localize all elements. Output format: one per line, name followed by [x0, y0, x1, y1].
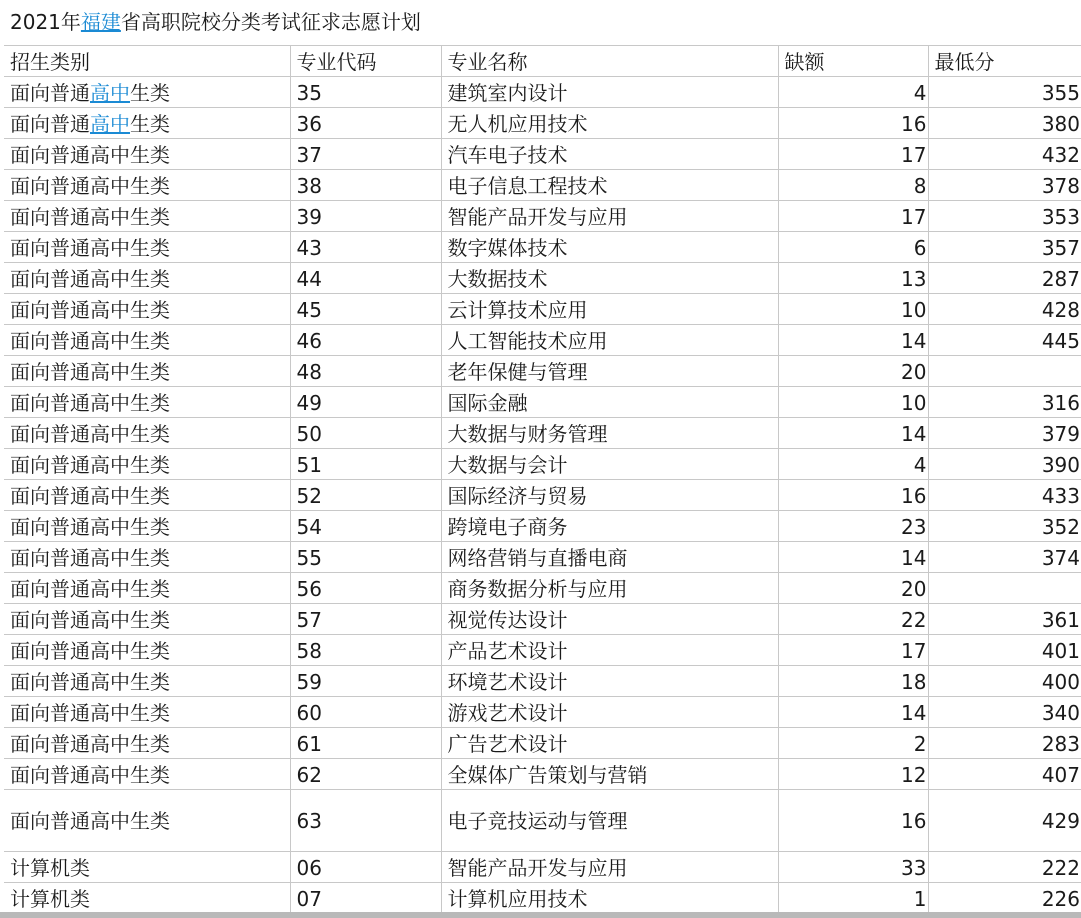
cell-vacancy[interactable]: 23	[778, 511, 928, 542]
cell-min-score[interactable]: 340	[928, 697, 1081, 728]
header-row	[4, 46, 1081, 77]
cell-code[interactable]: 44	[290, 263, 441, 294]
cell-category[interactable]: 面向普通高中生类	[4, 387, 290, 418]
cell-code[interactable]: 57	[290, 604, 441, 635]
header-min-score[interactable]: 最低分	[928, 46, 1081, 77]
cell-category[interactable]: 面向普通高中生类	[4, 201, 290, 232]
cell-category[interactable]: 面向普通高中生类	[4, 139, 290, 170]
cell-vacancy[interactable]: 18	[778, 666, 928, 697]
category-suffix: 生类	[130, 81, 170, 105]
table-row	[4, 728, 1081, 759]
table-row	[4, 511, 1081, 542]
gaozhong-link[interactable]: 高中	[90, 112, 130, 136]
cell-vacancy[interactable]: 10	[778, 294, 928, 325]
cell-vacancy[interactable]: 13	[778, 263, 928, 294]
cell-code[interactable]: 37	[290, 139, 441, 170]
table-row	[4, 542, 1081, 573]
cell-name[interactable]: 汽车电子技术	[441, 139, 778, 170]
cell-name[interactable]: 电子竞技运动与管理	[441, 790, 778, 852]
cell-code[interactable]: 61	[290, 728, 441, 759]
cell-name[interactable]: 人工智能技术应用	[441, 325, 778, 356]
cell-code[interactable]: 45	[290, 294, 441, 325]
cell-vacancy[interactable]: 10	[778, 387, 928, 418]
cell-category[interactable]: 面向普通高中生类	[4, 480, 290, 511]
cell-category[interactable]: 面向普通高中生类	[4, 294, 290, 325]
table-row	[4, 635, 1081, 666]
gaozhong-link[interactable]: 高中	[90, 81, 130, 105]
cell-vacancy[interactable]: 2	[778, 728, 928, 759]
cell-category[interactable]: 计算机类	[4, 852, 290, 883]
header-name[interactable]: 专业名称	[441, 46, 778, 77]
cell-name[interactable]: 大数据与会计	[441, 449, 778, 480]
cell-code[interactable]: 50	[290, 418, 441, 449]
cell-name[interactable]: 视觉传达设计	[441, 604, 778, 635]
cell-min-score[interactable]	[928, 356, 1081, 387]
cell-vacancy[interactable]: 17	[778, 635, 928, 666]
title-prefix: 2021年	[10, 10, 81, 34]
cell-min-score[interactable]: 433	[928, 480, 1081, 511]
cell-name[interactable]: 智能产品开发与应用	[441, 852, 778, 883]
category-suffix: 生类	[130, 112, 170, 136]
cell-code[interactable]: 43	[290, 232, 441, 263]
cell-code[interactable]: 38	[290, 170, 441, 201]
window-bottom-bar	[0, 912, 1081, 918]
cell-min-score[interactable]: 355	[928, 77, 1081, 108]
cell-code[interactable]: 56	[290, 573, 441, 604]
cell-category[interactable]: 面向普通高中生类	[4, 263, 290, 294]
cell-code[interactable]: 59	[290, 666, 441, 697]
cell-category[interactable]: 面向普通高中生类	[4, 635, 290, 666]
cell-min-score[interactable]: 353	[928, 201, 1081, 232]
table-row	[4, 201, 1081, 232]
table-row	[4, 852, 1081, 883]
cell-name[interactable]: 商务数据分析与应用	[441, 573, 778, 604]
sheet-title	[4, 0, 1081, 46]
cell-min-score[interactable]: 352	[928, 511, 1081, 542]
cell-min-score[interactable]: 226	[928, 883, 1081, 913]
cell-min-score[interactable]: 400	[928, 666, 1081, 697]
cell-vacancy[interactable]: 14	[778, 325, 928, 356]
cell-vacancy[interactable]: 6	[778, 232, 928, 263]
table-row	[4, 604, 1081, 635]
cell-category[interactable]: 面向普通高中生类	[4, 418, 290, 449]
table-row	[4, 108, 1081, 139]
cell-name[interactable]: 广告艺术设计	[441, 728, 778, 759]
table-row	[4, 263, 1081, 294]
cell-category[interactable]: 面向普通高中生类	[4, 356, 290, 387]
cell-name[interactable]: 云计算技术应用	[441, 294, 778, 325]
cell-name[interactable]: 智能产品开发与应用	[441, 201, 778, 232]
cell-category[interactable]: 面向普通高中生类	[4, 666, 290, 697]
cell-category[interactable]: 面向普通高中生类	[4, 325, 290, 356]
cell-category[interactable]: 面向普通高中生类	[4, 697, 290, 728]
table-row	[4, 77, 1081, 108]
cell-name[interactable]: 老年保健与管理	[441, 356, 778, 387]
cell-name[interactable]: 无人机应用技术	[441, 108, 778, 139]
cell-name[interactable]: 环境艺术设计	[441, 666, 778, 697]
cell-code[interactable]: 54	[290, 511, 441, 542]
cell-vacancy[interactable]: 1	[778, 883, 928, 913]
cell-min-score[interactable]: 357	[928, 232, 1081, 263]
cell-name[interactable]: 全媒体广告策划与营销	[441, 759, 778, 790]
cell-min-score[interactable]: 378	[928, 170, 1081, 201]
cell-min-score[interactable]: 432	[928, 139, 1081, 170]
table-row	[4, 666, 1081, 697]
cell-code[interactable]: 49	[290, 387, 441, 418]
cell-vacancy[interactable]: 4	[778, 77, 928, 108]
cell-vacancy[interactable]: 4	[778, 449, 928, 480]
cell-category[interactable]	[4, 77, 290, 108]
cell-code[interactable]: 55	[290, 542, 441, 573]
cell-min-score[interactable]: 429	[928, 790, 1081, 852]
cell-name[interactable]: 国际经济与贸易	[441, 480, 778, 511]
cell-category[interactable]: 面向普通高中生类	[4, 604, 290, 635]
cell-code[interactable]: 60	[290, 697, 441, 728]
cell-code[interactable]: 51	[290, 449, 441, 480]
cell-code[interactable]: 58	[290, 635, 441, 666]
cell-name[interactable]: 计算机应用技术	[441, 883, 778, 913]
cell-vacancy[interactable]: 14	[778, 697, 928, 728]
cell-name[interactable]: 数字媒体技术	[441, 232, 778, 263]
cell-min-score[interactable]: 380	[928, 108, 1081, 139]
table-row	[4, 294, 1081, 325]
table-row	[4, 418, 1081, 449]
table-row	[4, 232, 1081, 263]
left-edge	[0, 0, 4, 912]
cell-vacancy[interactable]: 8	[778, 170, 928, 201]
cell-min-score[interactable]: 316	[928, 387, 1081, 418]
cell-vacancy[interactable]: 17	[778, 139, 928, 170]
table-body	[4, 77, 1081, 913]
cell-vacancy[interactable]: 22	[778, 604, 928, 635]
cell-code[interactable]: 48	[290, 356, 441, 387]
cell-min-score[interactable]: 361	[928, 604, 1081, 635]
cell-min-score[interactable]: 401	[928, 635, 1081, 666]
cell-code[interactable]: 52	[290, 480, 441, 511]
cell-code[interactable]: 46	[290, 325, 441, 356]
cell-min-score[interactable]: 222	[928, 852, 1081, 883]
cell-min-score[interactable]	[928, 573, 1081, 604]
cell-name[interactable]: 大数据与财务管理	[441, 418, 778, 449]
cell-category[interactable]: 面向普通高中生类	[4, 449, 290, 480]
cell-vacancy[interactable]: 16	[778, 480, 928, 511]
cell-name[interactable]: 跨境电子商务	[441, 511, 778, 542]
table-row	[4, 449, 1081, 480]
spreadsheet	[4, 0, 1081, 912]
cell-min-score[interactable]: 428	[928, 294, 1081, 325]
cell-vacancy[interactable]: 20	[778, 573, 928, 604]
cell-vacancy[interactable]: 14	[778, 418, 928, 449]
cell-category[interactable]: 面向普通高中生类	[4, 728, 290, 759]
cell-vacancy[interactable]: 12	[778, 759, 928, 790]
table-row	[4, 883, 1081, 913]
title-suffix: 省高职院校分类考试征求志愿计划	[120, 10, 421, 34]
cell-category[interactable]: 面向普通高中生类	[4, 511, 290, 542]
cell-code[interactable]: 63	[290, 790, 441, 852]
cell-min-score[interactable]: 407	[928, 759, 1081, 790]
cell-category[interactable]	[4, 108, 290, 139]
cell-min-score[interactable]: 390	[928, 449, 1081, 480]
table-row	[4, 697, 1081, 728]
cell-vacancy[interactable]: 16	[778, 108, 928, 139]
cell-vacancy[interactable]: 17	[778, 201, 928, 232]
cell-category[interactable]: 面向普通高中生类	[4, 542, 290, 573]
table-row	[4, 387, 1081, 418]
cell-code[interactable]: 35	[290, 77, 441, 108]
cell-category[interactable]: 面向普通高中生类	[4, 170, 290, 201]
cell-category[interactable]: 面向普通高中生类	[4, 790, 290, 852]
header-vacancy[interactable]: 缺额	[778, 46, 928, 77]
cell-name[interactable]: 产品艺术设计	[441, 635, 778, 666]
cell-code[interactable]: 62	[290, 759, 441, 790]
table-row	[4, 139, 1081, 170]
cell-name[interactable]: 网络营销与直播电商	[441, 542, 778, 573]
table-row	[4, 790, 1081, 852]
cell-name[interactable]: 国际金融	[441, 387, 778, 418]
enrollment-table	[4, 46, 1081, 912]
cell-name[interactable]: 电子信息工程技术	[441, 170, 778, 201]
header-category[interactable]: 招生类别	[4, 46, 290, 77]
cell-code[interactable]: 39	[290, 201, 441, 232]
cell-category[interactable]: 面向普通高中生类	[4, 759, 290, 790]
fujian-link[interactable]: 福建	[80, 10, 121, 34]
category-prefix: 面向普通	[10, 112, 90, 136]
cell-code[interactable]: 06	[290, 852, 441, 883]
cell-category[interactable]: 计算机类	[4, 883, 290, 913]
cell-category[interactable]: 面向普通高中生类	[4, 232, 290, 263]
cell-vacancy[interactable]: 33	[778, 852, 928, 883]
table-row	[4, 573, 1081, 604]
cell-name[interactable]: 游戏艺术设计	[441, 697, 778, 728]
cell-name[interactable]: 建筑室内设计	[441, 77, 778, 108]
category-prefix: 面向普通	[10, 81, 90, 105]
table-row	[4, 170, 1081, 201]
cell-name[interactable]: 大数据技术	[441, 263, 778, 294]
cell-vacancy[interactable]: 20	[778, 356, 928, 387]
table-row	[4, 480, 1081, 511]
table-row	[4, 759, 1081, 790]
header-code[interactable]: 专业代码	[290, 46, 441, 77]
cell-vacancy[interactable]: 14	[778, 542, 928, 573]
cell-min-score[interactable]: 445	[928, 325, 1081, 356]
cell-min-score[interactable]: 283	[928, 728, 1081, 759]
table-row	[4, 325, 1081, 356]
cell-category[interactable]: 面向普通高中生类	[4, 573, 290, 604]
cell-min-score[interactable]: 287	[928, 263, 1081, 294]
cell-code[interactable]: 36	[290, 108, 441, 139]
cell-min-score[interactable]: 374	[928, 542, 1081, 573]
cell-code[interactable]: 07	[290, 883, 441, 913]
table-row	[4, 356, 1081, 387]
cell-min-score[interactable]: 379	[928, 418, 1081, 449]
cell-vacancy[interactable]: 16	[778, 790, 928, 852]
